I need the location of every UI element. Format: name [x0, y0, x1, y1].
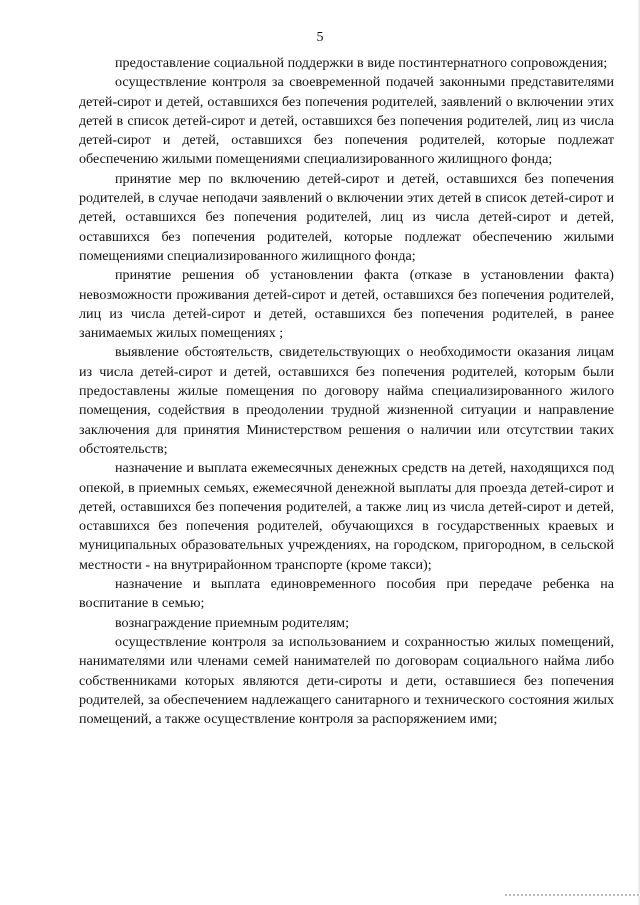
scan-artifact-line [505, 894, 640, 896]
paragraph: принятие решения об установлении факта (отказе в установлении факта) невозможности проживания детей-сирот и детей, оставшихся без попечения родителей, лиц из числа детей-сирот и детей, оставшихся без попечения родителей, в ранее занимаемых жилых помещениях ; [79, 267, 614, 342]
paragraph: осуществление контроля за использованием и сохранностью жилых помещений, нанимателями или членами семей нанимателей по договорам социального найма либо собственниками которых являются дети-сироты и дети, оставшиеся без попечения родителей, за обеспечением надлежащего санитарного и технического состояния жилых помещений, а также осуществление контроля за распоряжением ими; [79, 633, 614, 728]
paragraph: назначение и выплата ежемесячных денежных средств на детей, находящихся под опекой, в приемных семьях, ежемесячной денежной выплаты для проезда детей-сирот и детей, оставшихся без попечения родителей, а также лиц из числа детей-сирот и детей, оставшихся без попечения родителей, обучающихся в государственных краевых и муниципальных образовательных учреждениях, на городском, пригородном, в сельской местности - на внутрирайонном транспорте (кроме такси); [79, 460, 614, 573]
paragraph: принятие мер по включению детей-сирот и детей, оставшихся без попечения родителей, в случае неподачи заявлений о включении этих детей в список детей-сирот и детей, оставшихся без попечения родителей, лиц из числа детей-сирот и детей, оставшихся без попечения родителей, которые подлежат обеспечению жилыми помещениями специализированного жилищного фонда; [79, 170, 614, 264]
document-body [79, 54, 614, 729]
page-number: 5 [316, 30, 324, 45]
paragraph: осуществление контроля за своевременной подачей законными представителями детей-сирот и детей, оставшихся без попечения родителей, заявлений о включении этих детей в список детей-сирот и детей, оставшихся без попечения родителей, лиц из числа детей-сирот и детей, оставшихся без попечения родителей, которые подлежат обеспечению жилыми помещениями специализированного жилищного фонда; [79, 74, 614, 168]
paragraph: предоставление социальной поддержки в виде постинтернатного сопровождения; [115, 55, 608, 71]
paragraph: вознаграждение приемным родителям; [115, 614, 350, 631]
paragraph: выявление обстоятельств, свидетельствующих о необходимости оказания лицам из числа детей-сирот и детей, оставшихся без попечения родителей, которым были предоставлены жилые помещения по договору найма специализированного жилого помещения, содействия в преодолении трудной жизненной ситуации и направление заключения для принятия Министерством решения о наличии или отсутствии таких обстоятельств; [79, 344, 614, 457]
paragraph: назначение и выплата единовременного пособия при передаче ребенка на воспитание в семью; [79, 576, 614, 612]
